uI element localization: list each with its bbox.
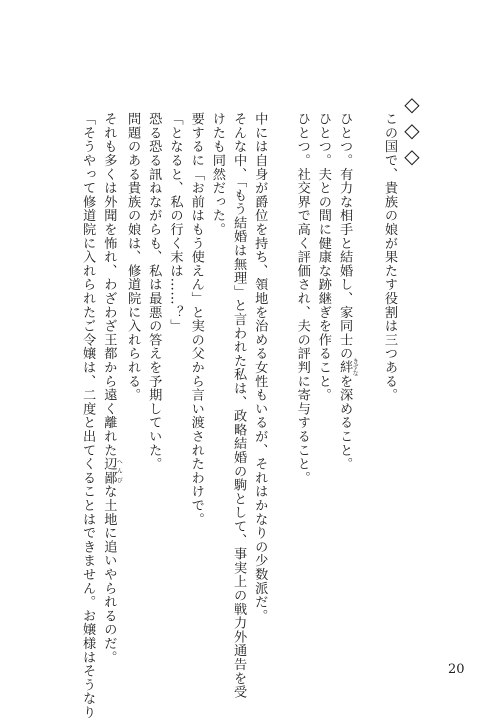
section-break-marker: ◇◇◇ bbox=[400, 92, 424, 170]
text-line: 中には自身が爵位を持ち、領地を治める女性もいるが、それはかなりの少数派だ。 bbox=[252, 112, 268, 623]
text-line: それも多くは外聞を怖れ、わざわざ王都から遠く離れた辺鄙 へんぴな土地に追いやられるのだ。 bbox=[101, 112, 123, 665]
text-line: ひとつ。夫との間に健康な跡継ぎを作ること。 bbox=[315, 112, 331, 402]
text-line: 「となると、私の行く末は……？」 bbox=[167, 112, 183, 333]
text-line: 恐る恐る訊ねながらも、私は最悪の答えを予期していた。 bbox=[146, 112, 162, 471]
text-line: この国で、貴族の娘が果たす役割は三つある。 bbox=[382, 112, 397, 402]
page-number: 20 bbox=[448, 662, 465, 677]
text-line: 「そうやって修道院に入れられたご令嬢は、二度と出てくることはできません。お嬢様はそうなり bbox=[80, 112, 96, 719]
text-line: けたも同然だった。 bbox=[209, 112, 225, 237]
text-line: ひとつ。有力な相手と結婚し、家同士の絆 きずなを深めること。 bbox=[337, 112, 359, 471]
ruby-annotation: 辺鄙 へんぴ bbox=[101, 457, 123, 485]
vertical-text-body bbox=[70, 112, 400, 719]
text-line: 問題のある貴族の娘は、修道院に入れられる。 bbox=[125, 112, 141, 402]
blank-line bbox=[270, 112, 291, 657]
text-line: そんな中、「もう結婚は無理」と言われた私は、政略結婚の駒として、事実上の戦力外通告を受 bbox=[231, 112, 247, 699]
ruby-annotation: 絆 きずな bbox=[337, 358, 359, 377]
blank-line bbox=[358, 112, 379, 657]
text-line: ひとつ。社交界で高く評価され、夫の評判に寄与すること。 bbox=[294, 112, 310, 485]
text-line: 要するに「お前はもう使えん」と実の父から言い渡されたわけで。 bbox=[188, 112, 204, 526]
